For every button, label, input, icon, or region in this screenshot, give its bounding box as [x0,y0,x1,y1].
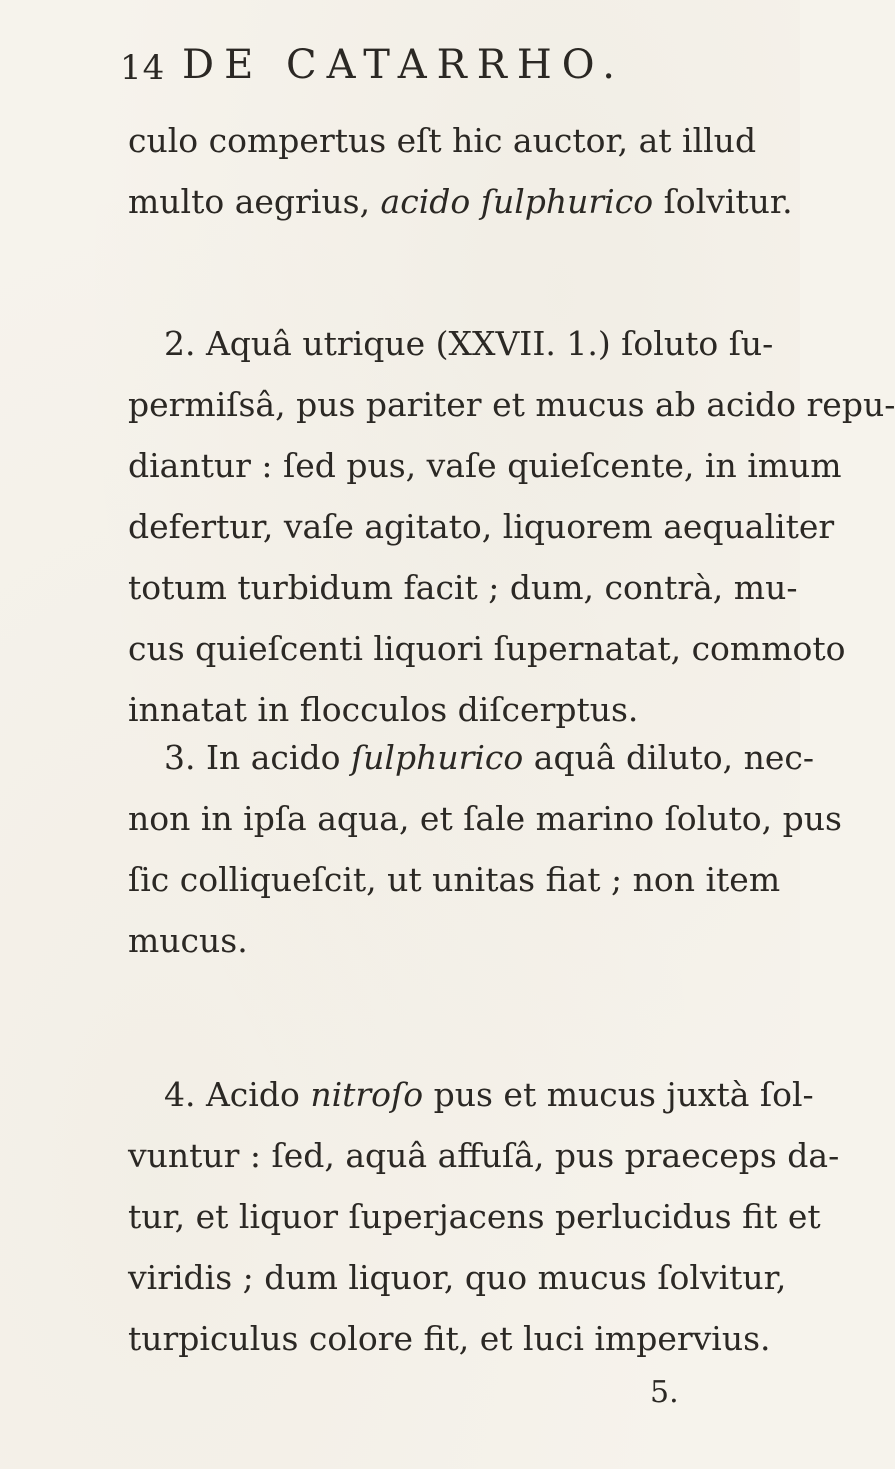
text-line: ſic colliqueſcit, ut unitas fiat ; non item [128,860,781,899]
running-title: DE CATARRHO. [182,42,625,88]
paragraph-3 [128,727,842,971]
text-line: vuntur : ſed, aquâ affuſâ, pus praeceps da- [128,1136,840,1175]
text-line: innatat in flocculos diſcerptus. [128,690,639,729]
page-header [120,40,680,100]
text-line: diantur : ſed pus, vaſe quieſcente, in imum [128,446,842,485]
italic-term: nitroſo [310,1075,424,1114]
paragraph-2 [128,313,895,740]
text-line: viridis ; dum liquor, quo mucus ſolvitur, [128,1258,787,1297]
text-line: mucus. [128,921,248,960]
text-line: permiſsâ, pus pariter et mucus ab acido repu- [128,385,895,424]
text-line: 4. Acido nitroſo pus et mucus juxtà ſol- [164,1075,814,1114]
italic-term: ſulphurico [350,738,524,777]
text-line: totum turbidum facit ; dum, contrà, mu- [128,568,798,607]
text-line: 3. In acido ſulphurico aquâ diluto, nec- [164,738,815,777]
text-line: turpiculus colore fit, et luci impervius. [128,1319,771,1358]
text-line: non in ipſa aqua, et ſale marino ſoluto, pus [128,799,842,838]
text-line: culo compertus eſt hic auctor, at illud [128,121,757,160]
paragraph-4 [128,1064,840,1369]
text-line: cus quieſcenti liquori ſupernatat, commoto [128,629,846,668]
catchword: 5. [650,1375,679,1410]
text-line: tur, et liquor ſuperjacens perlucidus fit et [128,1197,821,1236]
text-line: 2. Aquâ utrique (XXVII. 1.) ſoluto ſu- [164,324,774,363]
italic-term: acido ſulphurico [380,182,654,221]
paragraph-1 [128,110,793,232]
text-line: multo aegrius, acido ſulphurico ſolvitur. [128,182,793,221]
text-line: defertur, vaſe agitato, liquorem aequaliter [128,507,835,546]
page-number: 14 [120,48,166,88]
